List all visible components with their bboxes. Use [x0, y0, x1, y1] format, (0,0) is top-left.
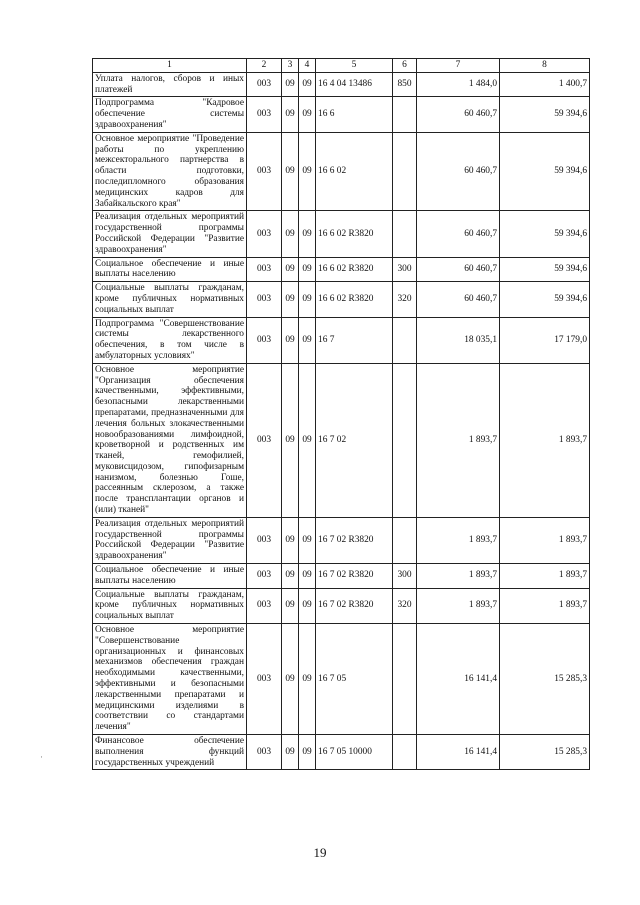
amount-col8-cell: 15 285,3 — [500, 624, 590, 735]
admin-code-cell: 003 — [247, 735, 282, 770]
amount-col7-cell: 60 460,7 — [417, 211, 500, 257]
section-cell: 09 — [282, 624, 299, 735]
row-name-cell: Основное мероприятие "Проведение работы по укреплению межсекторального партнерства в области подготовки, последипломного образования медицинских кадров для Забайкальского края" — [93, 132, 247, 211]
row-name-cell: Финансовое обеспечение выполнения функций государственных учреждений — [93, 735, 247, 770]
amount-col7-cell: 60 460,7 — [417, 257, 500, 282]
subsection-cell: 09 — [299, 588, 316, 623]
table-row — [93, 72, 590, 97]
admin-code-cell: 003 — [247, 517, 282, 563]
row-name-cell: Подпрограмма "Кадровое обеспечение системы здравоохранения" — [93, 97, 247, 132]
expense-type-cell: 320 — [393, 588, 417, 623]
header-cell: 3 — [282, 59, 299, 73]
table-row — [93, 97, 590, 132]
table-row — [93, 564, 590, 589]
section-cell: 09 — [282, 282, 299, 317]
subsection-cell: 09 — [299, 257, 316, 282]
table-row — [93, 363, 590, 517]
section-cell: 09 — [282, 317, 299, 363]
row-name-cell: Уплата налогов, сборов и иных платежей — [93, 72, 247, 97]
amount-col8-cell: 59 394,6 — [500, 97, 590, 132]
admin-code-cell: 003 — [247, 257, 282, 282]
table-row — [93, 735, 590, 770]
amount-col7-cell: 60 460,7 — [417, 132, 500, 211]
header-cell: 2 — [247, 59, 282, 73]
section-cell: 09 — [282, 363, 299, 517]
expense-type-cell: 300 — [393, 257, 417, 282]
amount-col8-cell: 59 394,6 — [500, 282, 590, 317]
amount-col7-cell: 16 141,4 — [417, 624, 500, 735]
subsection-cell: 09 — [299, 624, 316, 735]
subsection-cell: 09 — [299, 97, 316, 132]
target-article-cell: 16 7 02 R3820 — [316, 517, 393, 563]
amount-col8-cell: 1 893,7 — [500, 588, 590, 623]
table-row — [93, 211, 590, 257]
section-cell: 09 — [282, 564, 299, 589]
target-article-cell: 16 4 04 13486 — [316, 72, 393, 97]
expense-type-cell: 320 — [393, 282, 417, 317]
expense-type-cell — [393, 97, 417, 132]
header-cell: 1 — [93, 59, 247, 73]
row-name-cell: Реализация отдельных мероприятий государственной программы Российской Федерации "Развитие здравоохранения" — [93, 211, 247, 257]
row-name-cell: Социальное обеспечение и иные выплаты населению — [93, 257, 247, 282]
subsection-cell: 09 — [299, 317, 316, 363]
row-name-cell: Основное мероприятие "Совершенствование организационных и финансовых механизмов обеспечения граждан необходимыми качественными, эффективными и безопасными лекарственными препаратами и медицинскими изделиями в соответствии со стандартами лечения" — [93, 624, 247, 735]
table-body — [93, 72, 590, 770]
admin-code-cell: 003 — [247, 72, 282, 97]
section-cell: 09 — [282, 735, 299, 770]
row-name-cell: Социальные выплаты гражданам, кроме публичных нормативных социальных выплат — [93, 282, 247, 317]
amount-col8-cell: 59 394,6 — [500, 211, 590, 257]
expense-type-cell: 300 — [393, 564, 417, 589]
admin-code-cell: 003 — [247, 564, 282, 589]
amount-col7-cell: 60 460,7 — [417, 282, 500, 317]
header-row — [93, 59, 590, 73]
admin-code-cell: 003 — [247, 132, 282, 211]
header-cell: 6 — [393, 59, 417, 73]
amount-col7-cell: 1 893,7 — [417, 517, 500, 563]
table-row — [93, 624, 590, 735]
expense-type-cell — [393, 735, 417, 770]
section-cell: 09 — [282, 588, 299, 623]
target-article-cell: 16 6 — [316, 97, 393, 132]
subsection-cell: 09 — [299, 735, 316, 770]
admin-code-cell: 003 — [247, 317, 282, 363]
expense-type-cell — [393, 132, 417, 211]
row-name-cell: Социальное обеспечение и иные выплаты населению — [93, 564, 247, 589]
admin-code-cell: 003 — [247, 588, 282, 623]
table-row — [93, 588, 590, 623]
target-article-cell: 16 6 02 R3820 — [316, 282, 393, 317]
amount-col8-cell: 17 179,0 — [500, 317, 590, 363]
amount-col8-cell: 1 400,7 — [500, 72, 590, 97]
amount-col7-cell: 16 141,4 — [417, 735, 500, 770]
expense-type-cell — [393, 211, 417, 257]
admin-code-cell: 003 — [247, 211, 282, 257]
expense-type-cell — [393, 517, 417, 563]
table-row — [93, 257, 590, 282]
row-name-cell: Социальные выплаты гражданам, кроме публичных нормативных социальных выплат — [93, 588, 247, 623]
table-row — [93, 132, 590, 211]
target-article-cell: 16 7 02 R3820 — [316, 588, 393, 623]
admin-code-cell: 003 — [247, 363, 282, 517]
row-name-cell: Основное мероприятие "Организация обеспечения качественными, эффективными, безопасными лекарственными препаратами, предназначенными для лечения больных злокачественными новообразованиями лимфоидной, кроветворной и родственных им тканей, гемофилией, муковисцидозом, гипофизарным нанизмом, болезнью Гоше, рассеянным склерозом, а также после трансплантации органов и (или) тканей" — [93, 363, 247, 517]
target-article-cell: 16 7 05 — [316, 624, 393, 735]
expense-type-cell — [393, 624, 417, 735]
admin-code-cell: 003 — [247, 624, 282, 735]
target-article-cell: 16 7 02 R3820 — [316, 564, 393, 589]
amount-col8-cell: 15 285,3 — [500, 735, 590, 770]
amount-col8-cell: 59 394,6 — [500, 132, 590, 211]
table-row — [93, 517, 590, 563]
target-article-cell: 16 6 02 R3820 — [316, 211, 393, 257]
row-name-cell: Реализация отдельных мероприятий государственной программы Российской Федерации "Развитие здравоохранения" — [93, 517, 247, 563]
amount-col7-cell: 60 460,7 — [417, 97, 500, 132]
subsection-cell: 09 — [299, 564, 316, 589]
section-cell: 09 — [282, 72, 299, 97]
target-article-cell: 16 6 02 — [316, 132, 393, 211]
expense-type-cell — [393, 363, 417, 517]
header-cell: 4 — [299, 59, 316, 73]
amount-col7-cell: 1 484,0 — [417, 72, 500, 97]
target-article-cell: 16 6 02 R3820 — [316, 257, 393, 282]
target-article-cell: 16 7 — [316, 317, 393, 363]
subsection-cell: 09 — [299, 72, 316, 97]
section-cell: 09 — [282, 257, 299, 282]
section-cell: 09 — [282, 517, 299, 563]
table-row — [93, 317, 590, 363]
amount-col7-cell: 1 893,7 — [417, 564, 500, 589]
section-cell: 09 — [282, 132, 299, 211]
amount-col8-cell: 59 394,6 — [500, 257, 590, 282]
subsection-cell: 09 — [299, 132, 316, 211]
section-cell: 09 — [282, 97, 299, 132]
amount-col7-cell: 1 893,7 — [417, 363, 500, 517]
section-cell: 09 — [282, 211, 299, 257]
budget-table — [92, 58, 590, 770]
amount-col7-cell: 18 035,1 — [417, 317, 500, 363]
margin-mark: · — [40, 752, 43, 762]
header-cell: 5 — [316, 59, 393, 73]
admin-code-cell: 003 — [247, 97, 282, 132]
subsection-cell: 09 — [299, 517, 316, 563]
target-article-cell: 16 7 02 — [316, 363, 393, 517]
subsection-cell: 09 — [299, 282, 316, 317]
amount-col8-cell: 1 893,7 — [500, 517, 590, 563]
amount-col7-cell: 1 893,7 — [417, 588, 500, 623]
admin-code-cell: 003 — [247, 282, 282, 317]
page-number: 19 — [313, 845, 327, 860]
target-article-cell: 16 7 05 10000 — [316, 735, 393, 770]
header-cell: 7 — [417, 59, 500, 73]
subsection-cell: 09 — [299, 211, 316, 257]
table-row — [93, 282, 590, 317]
subsection-cell: 09 — [299, 363, 316, 517]
row-name-cell: Подпрограмма "Совершенствование системы лекарственного обеспечения, в том числе в амбулаторных условиях" — [93, 317, 247, 363]
amount-col8-cell: 1 893,7 — [500, 564, 590, 589]
header-cell: 8 — [500, 59, 590, 73]
expense-type-cell — [393, 317, 417, 363]
amount-col8-cell: 1 893,7 — [500, 363, 590, 517]
expense-type-cell: 850 — [393, 72, 417, 97]
